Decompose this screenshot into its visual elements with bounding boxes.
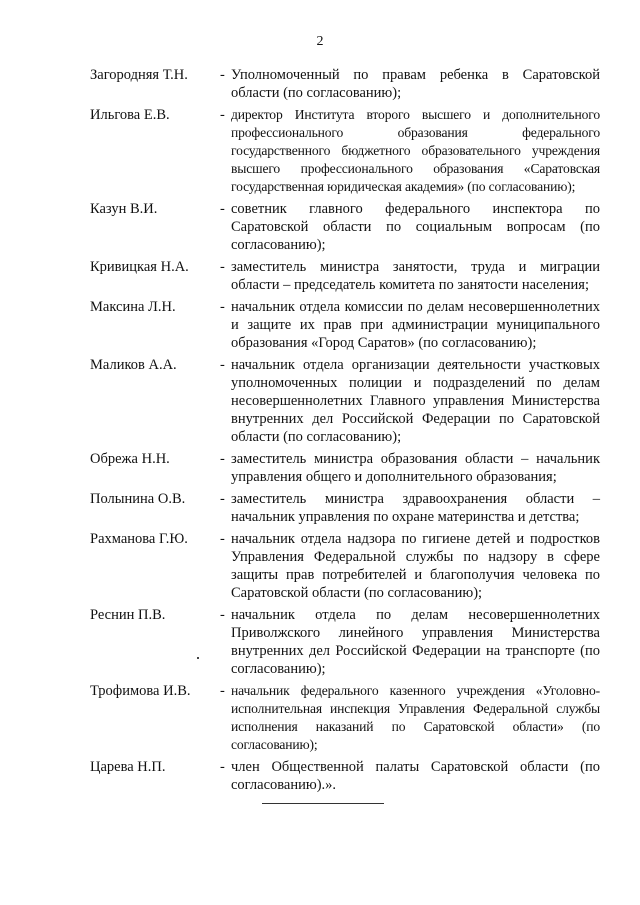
list-item — [90, 758, 600, 794]
list-item — [90, 200, 600, 254]
list-item — [90, 66, 600, 102]
dash-separator: - — [220, 759, 225, 775]
member-position: заместитель министра занятости, труда и миграции области – председатель комитета по занятости населения; — [231, 259, 600, 293]
dash-separator: - — [220, 607, 225, 623]
member-position: начальник отдела по делам несовершеннолетних Приволжского линейного управления Министерства внутренних дел Российской Федерации на транспорте (по согласованию); — [231, 607, 600, 677]
dash-separator: - — [220, 259, 225, 275]
member-list — [90, 66, 600, 798]
scan-speck — [197, 657, 199, 659]
member-name: Трофимова И.В. — [90, 683, 191, 699]
member-name: Казун В.И. — [90, 201, 158, 217]
member-position: член Общественной палаты Саратовской области (по согласованию).». — [231, 759, 600, 793]
member-name: Обрежа Н.Н. — [90, 451, 170, 467]
dash-separator: - — [220, 107, 225, 123]
member-position: начальник отдела надзора по гигиене детей и подростков Управления Федеральной службы по надзору в сфере защиты прав потребителей и благополучия человека по Саратовской области (по согласованию); — [231, 531, 600, 601]
member-position: советник главного федерального инспектора по Саратовской области по социальным вопросам (по согласованию); — [231, 201, 600, 253]
list-item — [90, 356, 600, 446]
list-item — [90, 106, 600, 196]
member-position: директор Института второго высшего и дополнительного профессионального образования федерального государственного бюджетного образовательного учреждения высшего профессионального образования «Саратовская государственная юридическая академия» (по согласованию); — [231, 107, 600, 194]
member-position: заместитель министра здравоохранения области – начальник управления по охране материнства и детства; — [231, 491, 600, 525]
dash-separator: - — [220, 67, 225, 83]
list-item — [90, 682, 600, 754]
end-divider-line — [262, 803, 384, 804]
member-name: Ильгова Е.В. — [90, 107, 170, 123]
member-position: начальник федерального казенного учреждения «Уголовно-исполнительная инспекция Управления Федеральной службы исполнения наказаний по Саратовской области» (по согласованию); — [231, 683, 600, 752]
member-name: Максина Л.Н. — [90, 299, 176, 315]
member-name: Маликов А.А. — [90, 357, 177, 373]
member-name: Реснин П.В. — [90, 607, 166, 623]
member-name: Царева Н.П. — [90, 759, 166, 775]
dash-separator: - — [220, 531, 225, 547]
list-item — [90, 450, 600, 486]
member-name: Рахманова Г.Ю. — [90, 531, 188, 547]
list-item — [90, 490, 600, 526]
dash-separator: - — [220, 299, 225, 315]
list-item — [90, 606, 600, 678]
page-number: 2 — [316, 34, 324, 49]
list-item — [90, 258, 600, 294]
member-position: Уполномоченный по правам ребенка в Саратовской области (по согласованию); — [231, 67, 600, 101]
member-name: Загородняя Т.Н. — [90, 67, 188, 83]
dash-separator: - — [220, 683, 225, 699]
member-position: начальник отдела комиссии по делам несовершеннолетних и защите их прав при администрации муниципального образования «Город Саратов» (по согласованию); — [231, 299, 600, 351]
list-item — [90, 298, 600, 352]
dash-separator: - — [220, 357, 225, 373]
member-name: Кривицкая Н.А. — [90, 259, 189, 275]
member-position: начальник отдела организации деятельности участковых уполномоченных полиции и подразделений по делам несовершеннолетних Главного управления Министерства внутренних дел Российской Федерации по Саратовской области (по согласованию); — [231, 357, 600, 445]
member-name: Полынина О.В. — [90, 491, 186, 507]
dash-separator: - — [220, 451, 225, 467]
dash-separator: - — [220, 201, 225, 217]
member-position: заместитель министра образования области – начальник управления общего и дополнительного образования; — [231, 451, 600, 485]
list-item — [90, 530, 600, 602]
dash-separator: - — [220, 491, 225, 507]
